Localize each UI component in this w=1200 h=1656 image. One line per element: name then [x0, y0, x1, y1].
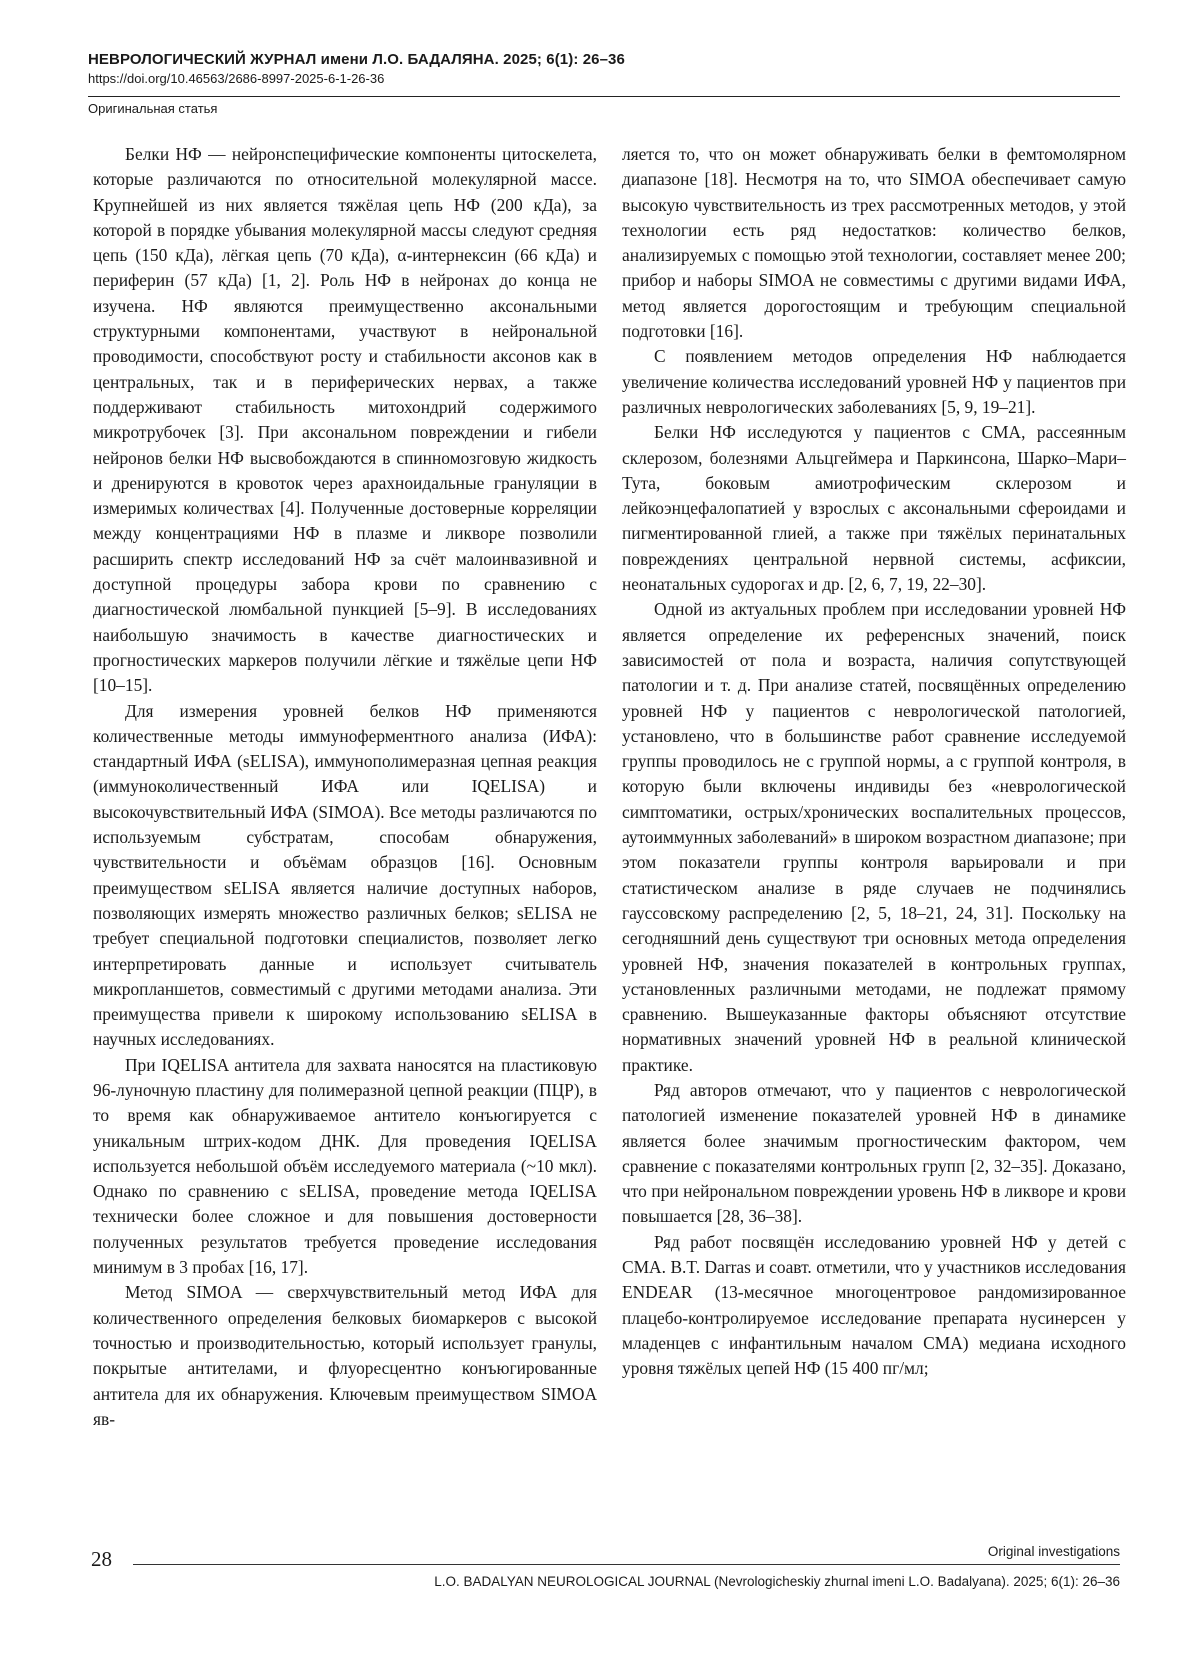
page-number: 28: [91, 1547, 112, 1571]
paragraph: Ряд работ посвящён исследованию уровней НФ у детей с СМА. B.T. Darras и соавт. отметили, что у участников исследования ENDEAR (13-месячное многоцентровое рандомизированное плацебо-контролируемое исследование препарата нусинерсен у младенцев с инфантильным началом СМА) медиана исходного уровня тяжёлых цепей НФ (15 400 пг/мл;: [622, 1231, 1126, 1379]
section-label: Оригинальная статья: [88, 101, 218, 116]
paragraph-continued: ляется то, что он может обнаруживать белки в фемтомолярном диапазоне [18]. Несмотря на то, что SIMOA обеспечивает самую высокую чувствительность из трех рассмотренных методов, у этой технологии есть ряд недостатков: количество белков, анализируемых с помощью этой технологии, составляет менее 200; прибор и наборы SIMOA не совместимы с другими видами ИФА, метод является дорогостоящим и требующим специальной подготовки [16].: [622, 144, 1126, 342]
footer-journal: L.O. BADALYAN NEUROLOGICAL JOURNAL (Nevrologicheskiy zhurnal imeni L.O. Badalyana). 2025; 6(1): 26–36: [434, 1574, 1120, 1589]
paragraph: Метод SIMOA — сверхчувствительный метод ИФА для количественного определения белковых биомаркеров с высокой точностью и производительностью, который использует гранулы, покрытые антителами, и флуоресцентно конъюгированные антитела для их обнаружения. Ключевым преимуществом SIMOA яв-: [93, 1282, 597, 1429]
journal-title: НЕВРОЛОГИЧЕСКИЙ ЖУРНАЛ имени Л.О. БАДАЛЯНА. 2025; 6(1): 26–36: [88, 51, 625, 68]
left-column: [93, 142, 597, 1432]
right-column: [622, 142, 1126, 1382]
paragraph: Одной из актуальных проблем при исследовании уровней НФ является определение их референсных значений, поиск зависимостей от пола и возраста, наличия сопутствующей патологии и т. д. При анализе статей, посвящённых определению уровней НФ у пациентов с неврологической патологией, установлено, что в большинстве работ сравнение исследуемой группы проводилось не с группой нормы, а с группой контроля, в которую были включены индивиды без «неврологической симптоматики, острых/хронических воспалительных процессов, аутоиммунных заболеваний» в широком возрастном диапазоне; при этом показатели группы контроля варьировали и при статистическом анализе в ряде случаев не подчинялись гауссовскому распределению [2, 5, 18–21, 24, 31]. Поскольку на сегодняшний день существуют три основных метода определения уровней НФ, значения показателей в контрольных группах, установленных различными методами, не подлежат прямому сравнению. Вышеуказанные факторы объясняют отсутствие нормативных значений уровней НФ в реальной клинической практике.: [622, 599, 1126, 1075]
doi-link[interactable]: https://doi.org/10.46563/2686-8997-2025-6-1-26-36: [88, 71, 385, 86]
paragraph: При IQELISA антитела для захвата наносятся на пластиковую 96-луночную пластину для полимеразной цепной реакции (ПЦР), в то время как обнаруживаемое антитело конъюгируется с уникальным штрих-кодом ДНК. Для проведения IQELISA используется небольшой объём исследуемого материала (~10 мкл). Однако по сравнению с sELISA, проведение метода IQELISA технически более сложное и для повышения достоверности полученных результатов требуется проведение исследования минимум в 3 пробах [16, 17].: [93, 1054, 597, 1278]
paragraph: С появлением методов определения НФ наблюдается увеличение количества исследований уровней НФ у пациентов при различных неврологических заболеваниях [5, 9, 19–21].: [622, 346, 1126, 417]
paragraph: Белки НФ исследуются у пациентов с СМА, рассеянным склерозом, болезнями Альцгеймера и Паркинсона, Шарко–Мари–Тута, боковым амиотрофическим склерозом и лейкоэнцефалопатией у взрослых с аксональными сфероидами и пигментированной глией, а также при тяжёлых перинатальных повреждениях центральной нервной системы, асфиксии, неонатальных судорогах и др. [2, 6, 7, 19, 22–30].: [622, 422, 1126, 595]
footer-section: Original investigations: [987, 1544, 1120, 1559]
footer-divider: [133, 1564, 1120, 1565]
paragraph: Белки НФ — нейронспецифические компоненты цитоскелета, которые различаются по относительной молекулярной массе. Крупнейшей из них является тяжёлая цепь НФ (200 кДа), за которой в порядке убывания молекулярной массы следуют средняя цепь (150 кДа), лёгкая цепь (70 кДа), α-интернексин (66 кДа) и периферин (57 кДа) [1, 2]. Роль НФ в нейронах до конца не изучена. НФ являются преимущественно аксональными структурными компонентами, участвуют в нейрональной проводимости, способствуют росту и стабильности аксонов как в центральных, так и в периферических нервах, а также поддерживают стабильность митохондрий содержимого микротрубочек [3]. При аксональном повреждении и гибели нейронов белки НФ высвобождаются в спинномозговую жидкость и дренируются в кровоток через арахноидальные грануляции в измеримых количествах [4]. Полученные достоверные корреляции между концентрациями НФ в плазме и ликворе позволили расширить спектр исследований НФ за счёт малоинвазивной и доступной процедуры забора крови по сравнению с диагностической люмбальной пункцией [5–9]. В исследованиях наибольшую значимость в качестве диагностических и прогностических маркеров получили лёгкие и тяжёлые цепи НФ [10–15].: [93, 144, 597, 696]
running-header: [88, 50, 1120, 88]
header-divider: [88, 96, 1120, 97]
paragraph: Ряд авторов отмечают, что у пациентов с неврологической патологией изменение показателей уровней НФ в динамике является более значимым прогностическим фактором, чем сравнение с показателями контрольных групп [2, 32–35]. Доказано, что при нейрональном повреждении уровень НФ в ликворе и крови повышается [28, 36–38].: [622, 1079, 1126, 1227]
paragraph: Для измерения уровней белков НФ применяются количественные методы иммуноферментного анализа (ИФА): стандартный ИФА (sELISA), иммунополимеразная цепная реакция (иммуноколичественный ИФА или IQELISA) и высокочувствительный ИФА (SIMOA). Все методы различаются по используемым субстратам, способам обнаружения, чувствительности и объёмам образцов [16]. Основным преимуществом sELISA является наличие доступных наборов, позволяющих измерять множество различных белков; sELISA не требует специальной подготовки специалистов, позволяет легко интерпретировать данные и использует считыватель микропланшетов, совместимый с другими методами анализа. Эти преимущества привели к широкому использованию sELISA в научных исследованиях.: [93, 700, 597, 1050]
